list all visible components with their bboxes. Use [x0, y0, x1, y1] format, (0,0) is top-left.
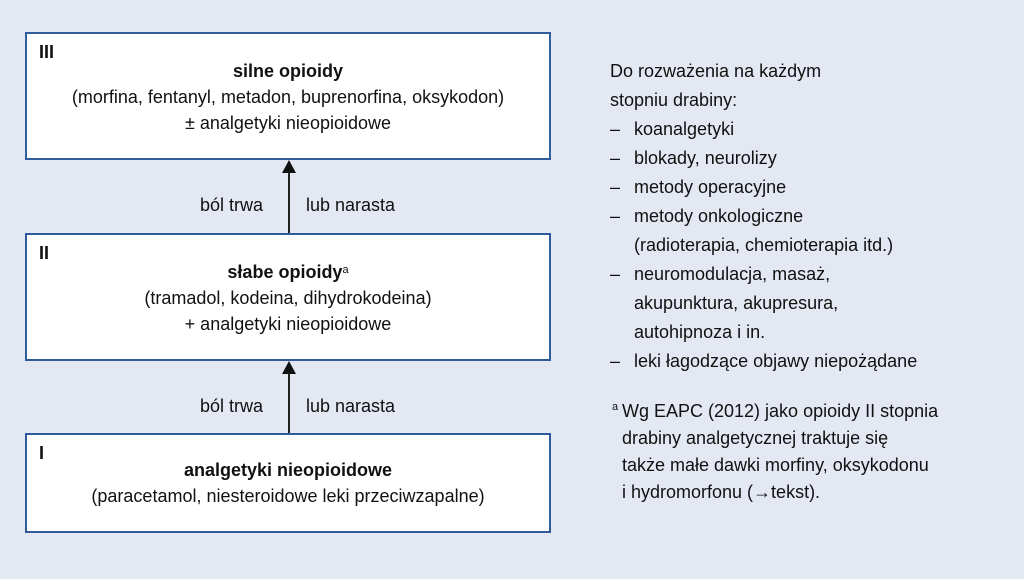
- step-2-footnote-mark: a: [342, 264, 349, 276]
- step-1-drugs: (paracetamol, niesteroidowe leki przeciwzapalne): [91, 486, 485, 506]
- consideration-item: [610, 115, 917, 144]
- upper-transition-left-label: ból trwa: [200, 195, 264, 215]
- list-dash: –: [610, 119, 621, 139]
- step-2-adjunct: + analgetyki nieopioidowe: [184, 314, 392, 334]
- step-3-adjunct: ± analgetyki nieopioidowe: [184, 113, 391, 133]
- consideration-text: (radioterapia, chemioterapia itd.): [634, 235, 894, 255]
- list-dash: –: [610, 177, 621, 197]
- step-1-title: analgetyki nieopioidowe: [183, 460, 393, 480]
- consideration-item: [610, 347, 917, 376]
- consideration-item-continuation: [610, 289, 917, 318]
- step-2-title: słabe opioidy$^a$: [227, 262, 349, 282]
- footnote-line: także małe dawki morfiny, oksykodonu: [622, 455, 929, 475]
- footnote-line: drabiny analgetycznej traktuje się: [622, 428, 889, 448]
- list-dash: –: [610, 351, 621, 371]
- consideration-text: leki łagodzące objawy niepożądane: [634, 351, 918, 371]
- considerations-heading-line-1: Do rozważenia na każdym: [610, 61, 822, 81]
- consideration-item: [610, 202, 917, 231]
- consideration-item: [610, 144, 917, 173]
- considerations-list: [610, 115, 917, 376]
- step-2-numeral: II: [39, 243, 50, 263]
- consideration-text: blokady, neurolizy: [634, 148, 777, 168]
- footnote-line: i hydromorfonu (→tekst).: [622, 482, 821, 502]
- upper-transition-right-label: lub narasta: [306, 195, 396, 215]
- consideration-text: metody operacyjne: [634, 177, 787, 197]
- consideration-item: [610, 260, 917, 289]
- considerations-heading-line-2: stopniu drabiny:: [610, 90, 738, 110]
- arrow-lower-line: [288, 373, 290, 433]
- footnote-text: [612, 398, 938, 506]
- step-2-drugs: (tramadol, kodeina, dihydrokodeina): [144, 288, 432, 308]
- considerations-panel: [610, 57, 917, 376]
- footnote-mark: a: [612, 401, 619, 413]
- lower-transition-left-label: ból trwa: [200, 396, 264, 416]
- list-dash: –: [610, 206, 621, 226]
- ladder-step-3-box: [25, 32, 551, 160]
- step-3-title: silne opioidy: [232, 61, 343, 81]
- footnote-line: Wg EAPC (2012) jako opioidy II stopnia: [622, 401, 939, 421]
- ladder-step-2-box: [25, 233, 551, 361]
- consideration-text: neuromodulacja, masaż,: [634, 264, 831, 284]
- consideration-text: autohipnoza i in.: [634, 322, 766, 342]
- consideration-item-continuation: [610, 231, 917, 260]
- lower-transition-right-label: lub narasta: [306, 396, 396, 416]
- consideration-text: koanalgetyki: [634, 119, 735, 139]
- consideration-item: [610, 173, 917, 202]
- list-dash: –: [610, 148, 621, 168]
- arrow-upper-line: [288, 172, 290, 233]
- footnote: [612, 398, 938, 506]
- consideration-item-continuation: [610, 318, 917, 347]
- list-dash: –: [610, 264, 621, 284]
- consideration-text: akupunktura, akupresura,: [634, 293, 839, 313]
- step-3-drugs: (morfina, fentanyl, metadon, buprenorfina, oksykodon): [71, 87, 505, 107]
- step-1-numeral: I: [39, 443, 45, 463]
- ladder-step-1-box: [25, 433, 551, 533]
- step-3-numeral: III: [39, 42, 55, 62]
- consideration-text: metody onkologiczne: [634, 206, 804, 226]
